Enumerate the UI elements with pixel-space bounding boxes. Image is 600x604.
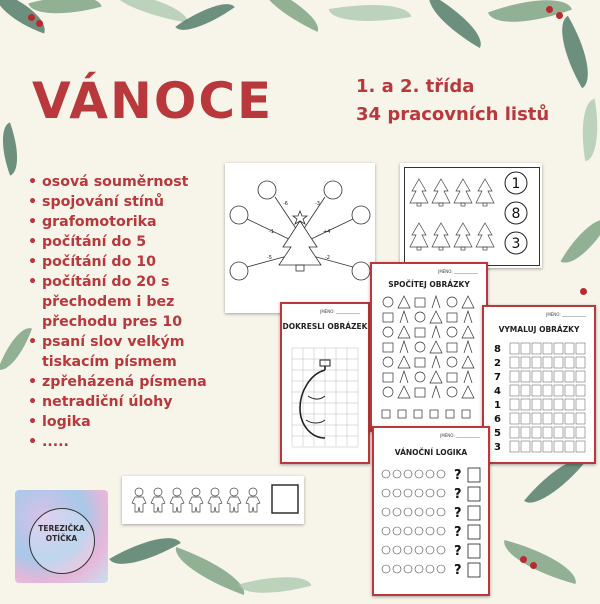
gingerbread-icon [151, 488, 165, 512]
logic-icon [437, 470, 445, 478]
coloring-icon [521, 371, 530, 382]
logic-icon [415, 527, 423, 535]
logic-icon [415, 470, 423, 478]
grid-drawing [282, 304, 368, 462]
coloring-icon [576, 413, 585, 424]
coloring-icon [521, 343, 530, 354]
count-item-icon [464, 311, 472, 323]
sheet-count-label: 34 pracovních listů [356, 104, 550, 125]
coloring-icon [510, 385, 519, 396]
coloring-icon [521, 441, 530, 452]
logic-icon [437, 527, 445, 535]
logic-icon [382, 508, 390, 516]
count-item-icon [383, 343, 393, 352]
coloring-icon [565, 343, 574, 354]
count-item-icon [464, 371, 472, 383]
answer-box [468, 525, 480, 539]
coloring-icon [565, 413, 574, 424]
name-field: JMÉNO: ____________ [440, 433, 480, 438]
sheet-logika [372, 426, 490, 596]
answer-box [468, 544, 480, 558]
coloring-icon [543, 385, 552, 396]
coloring-icon [532, 413, 541, 424]
coloring-icon [554, 385, 563, 396]
ornament-label: -6 [283, 201, 288, 207]
answer-box [468, 487, 480, 501]
brand-logo [15, 490, 108, 583]
count-item-icon [400, 371, 408, 383]
count-item-icon [447, 297, 457, 307]
gingerbread-icon [170, 488, 184, 512]
count-item-icon [383, 297, 393, 307]
coloring-icon [554, 399, 563, 410]
logic-icon [426, 546, 434, 554]
logic-icon [426, 470, 434, 478]
coloring-icon [576, 343, 585, 354]
row-number: 7 [494, 372, 501, 383]
count-item-icon [398, 296, 410, 308]
coloring-icon [543, 413, 552, 424]
answer-box [462, 410, 470, 418]
count-number: 3 [511, 236, 521, 252]
count-item-icon [447, 343, 457, 352]
count-item-icon [447, 387, 457, 397]
coloring-icon [510, 357, 519, 368]
coloring-icon [510, 399, 519, 410]
logic-icon [404, 546, 412, 554]
logic-icon [393, 565, 401, 573]
topic-item: • počítání do 20 s [28, 272, 207, 292]
count-item-icon [415, 388, 425, 397]
topic-item: • logika [28, 412, 207, 432]
count-item-icon [398, 356, 410, 368]
count-item-icon [430, 311, 442, 323]
logic-icon [437, 565, 445, 573]
tree-icon [432, 223, 450, 250]
sheet-vymaluj [482, 305, 596, 464]
gingerbread-row [122, 476, 304, 524]
logic-icon [382, 489, 390, 497]
topic-item: • zpřeházená písmena [28, 372, 207, 392]
count-item-icon [462, 296, 474, 308]
count-item-icon [447, 327, 457, 337]
coloring-icon [565, 441, 574, 452]
coloring-icon [532, 371, 541, 382]
count-item-icon [432, 356, 440, 368]
logic-icon [382, 546, 390, 554]
answer-box [468, 506, 480, 520]
logic-icon [426, 508, 434, 516]
tree-icon [454, 223, 472, 250]
topic-item: • netradiční úlohy [28, 392, 207, 412]
count-item-icon [383, 373, 393, 382]
answer-box [382, 410, 390, 418]
gingerbread-icon [189, 488, 203, 512]
logic-icon [426, 565, 434, 573]
ornament-tree-illustration [225, 163, 375, 313]
coloring-icon [510, 413, 519, 424]
count-item-icon [383, 387, 393, 397]
coloring-icon [576, 399, 585, 410]
logic-icon [437, 546, 445, 554]
ornament-label: -2 [325, 255, 330, 261]
coloring-icon [554, 343, 563, 354]
tree-icon [410, 223, 428, 250]
logic-icon [404, 470, 412, 478]
logic-icon [393, 546, 401, 554]
row-number: 1 [494, 400, 501, 411]
coloring-icon [565, 427, 574, 438]
sheet-spocitej [370, 262, 488, 432]
row-number: 4 [494, 386, 501, 397]
coloring-icon [532, 343, 541, 354]
gingerbread-icon [227, 488, 241, 512]
sheet-title: SPOČÍTEJ OBRÁZKY [388, 280, 470, 289]
row-number: 3 [494, 442, 501, 453]
coloring-icon [576, 357, 585, 368]
tree-icon [432, 179, 450, 206]
ornament-label: -5 [267, 255, 272, 261]
answer-box [468, 468, 480, 482]
topic-item: • psaní slov velkým [28, 332, 207, 352]
sheet-gingerbread-strip [122, 476, 304, 524]
count-item-icon [447, 313, 457, 322]
coloring-icon [521, 385, 530, 396]
topic-item: • osová souměrnost [28, 172, 207, 192]
logic-icon [393, 470, 401, 478]
topic-item: • grafomotorika [28, 212, 207, 232]
sheet-title: DOKRESLI OBRÁZEK [282, 322, 368, 331]
coloring-icon [532, 399, 541, 410]
logic-icon [415, 489, 423, 497]
coloring-icon [565, 385, 574, 396]
topic-list [28, 172, 207, 452]
sheet-count-trees [400, 163, 542, 268]
coloring-icon [576, 427, 585, 438]
ornament-label: +4 [323, 229, 331, 235]
count-item-icon [430, 341, 442, 353]
coloring-icon [543, 399, 552, 410]
count-item-icon [462, 386, 474, 398]
count-item-icon [383, 357, 393, 367]
count-item-icon [415, 298, 425, 307]
grade-label: 1. a 2. třída [356, 76, 475, 97]
logic-icon [404, 565, 412, 573]
coloring-icon [521, 413, 530, 424]
question-mark: ? [454, 544, 462, 559]
count-item-icon [415, 372, 425, 382]
logic-icon [415, 508, 423, 516]
count-item-icon [398, 326, 410, 338]
logic-icon [415, 546, 423, 554]
topic-item: přechodem i bez [42, 294, 175, 310]
count-item-icon [400, 341, 408, 353]
count-item-icon [447, 373, 457, 382]
tree-icon [476, 179, 494, 206]
coloring-icon [554, 427, 563, 438]
coloring-icon [532, 441, 541, 452]
sheet-title: VYMALUJ OBRÁZKY [498, 325, 580, 334]
question-mark: ? [454, 487, 462, 502]
logic-icon [437, 508, 445, 516]
gingerbread-icon [132, 488, 146, 512]
count-item-icon [430, 371, 442, 383]
row-number: 6 [494, 414, 501, 425]
count-number: 1 [511, 176, 521, 192]
coloring-icon [565, 399, 574, 410]
topic-item: tiskacím písmem [42, 354, 177, 370]
gingerbread-icon [246, 488, 260, 512]
coloring-icon [554, 371, 563, 382]
count-number: 8 [511, 206, 521, 222]
coloring-icon [510, 343, 519, 354]
coloring-icon [565, 371, 574, 382]
topic-item: • ..... [28, 432, 207, 452]
count-item-icon [462, 356, 474, 368]
count-item-icon [383, 327, 393, 337]
logic-icon [437, 489, 445, 497]
coloring-icon [576, 441, 585, 452]
count-item-icon [415, 342, 425, 352]
logic-icon [393, 508, 401, 516]
coloring-icon [532, 427, 541, 438]
count-item-icon [464, 341, 472, 353]
question-mark: ? [454, 525, 462, 540]
counting-pictures [372, 264, 486, 430]
answer-box [414, 410, 422, 418]
sheet-dokresli [280, 302, 370, 464]
topic-item: • počítání do 5 [28, 232, 207, 252]
coloring-icon [543, 357, 552, 368]
ornament-label: -3 [315, 201, 320, 207]
answer-box [446, 410, 454, 418]
coloring-icon [543, 427, 552, 438]
logic-icon [382, 565, 390, 573]
coloring-icon [521, 427, 530, 438]
coloring-icon [532, 385, 541, 396]
topic-item: přechodu pres 10 [42, 314, 183, 330]
tree-icon [454, 179, 472, 206]
coloring-icon [510, 441, 519, 452]
row-number: 8 [494, 344, 501, 355]
name-field: JMÉNO: ____________ [320, 309, 360, 314]
count-item-icon [383, 313, 393, 322]
coloring-icon [554, 357, 563, 368]
name-field: JMÉNO: ____________ [546, 312, 586, 317]
coloring-icon [521, 399, 530, 410]
logic-icon [382, 470, 390, 478]
coloring-icon [521, 357, 530, 368]
logic-icon [404, 508, 412, 516]
coloring-icon [543, 371, 552, 382]
topic-item: • počítání do 10 [28, 252, 207, 272]
logic-rows [374, 428, 488, 594]
logic-icon [415, 565, 423, 573]
coloring-rows [484, 307, 594, 462]
logic-icon [404, 527, 412, 535]
count-item-icon [447, 357, 457, 367]
coloring-icon [532, 357, 541, 368]
logic-icon [426, 527, 434, 535]
coloring-icon [510, 371, 519, 382]
row-number: 2 [494, 358, 501, 369]
ornament-label: -1 [269, 229, 274, 235]
coloring-icon [543, 343, 552, 354]
page-title: VÁNOCE [32, 72, 274, 130]
coloring-icon [565, 357, 574, 368]
logo-line2: OTÍČKA [45, 534, 78, 543]
coloring-icon [554, 413, 563, 424]
count-item-icon [400, 311, 408, 323]
answer-box [398, 410, 406, 418]
gingerbread-icon [208, 488, 222, 512]
count-item-icon [462, 326, 474, 338]
question-mark: ? [454, 563, 462, 578]
row-number: 5 [494, 428, 501, 439]
count-item-icon [415, 328, 425, 337]
question-mark: ? [454, 468, 462, 483]
count-item-icon [432, 386, 440, 398]
coloring-icon [510, 427, 519, 438]
coloring-icon [554, 441, 563, 452]
count-item-icon [398, 386, 410, 398]
logic-icon [382, 527, 390, 535]
name-field: JMÉNO: ____________ [438, 269, 478, 274]
tree-icon [476, 223, 494, 250]
tree-icon [410, 179, 428, 206]
sheet-ornament-math [225, 163, 375, 313]
answer-box [468, 563, 480, 577]
count-item-icon [432, 326, 440, 338]
coloring-icon [576, 385, 585, 396]
answer-box [430, 410, 438, 418]
logic-icon [393, 489, 401, 497]
coloring-icon [543, 441, 552, 452]
coloring-icon [576, 371, 585, 382]
logic-icon [404, 489, 412, 497]
count-item-icon [415, 358, 425, 367]
tree-grid-b [400, 163, 542, 268]
count-item-icon [432, 296, 440, 308]
logic-icon [393, 527, 401, 535]
sheet-title: VÁNOČNÍ LOGIKA [394, 448, 468, 457]
logo-line1: TEREZIČKA [38, 524, 85, 533]
question-mark: ? [454, 506, 462, 521]
topic-item: • spojování stínů [28, 192, 207, 212]
logic-icon [426, 489, 434, 497]
count-item-icon [415, 312, 425, 322]
